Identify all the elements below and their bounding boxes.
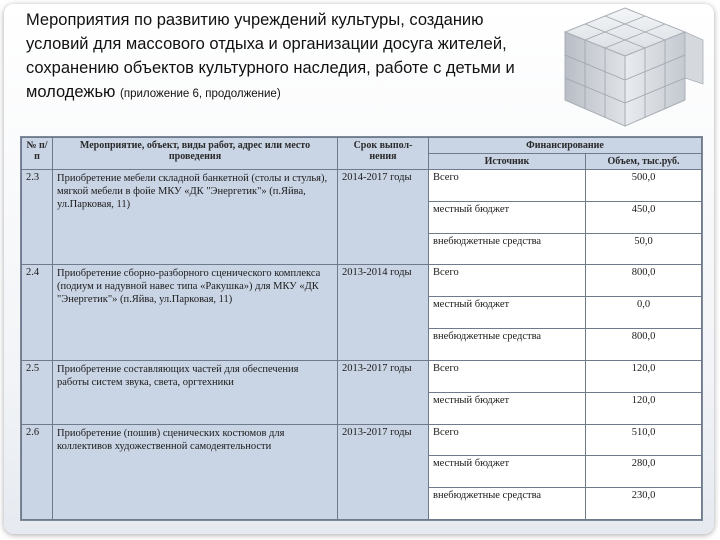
row-term: 2013-2017 годы	[338, 360, 429, 424]
row-volume: 280,0	[586, 456, 702, 488]
row-volume: 800,0	[586, 329, 702, 361]
row-source: Всего	[429, 360, 586, 392]
table-row	[22, 170, 702, 202]
slide-subtitle: (приложение 6, продолжение)	[120, 88, 281, 100]
table-row	[22, 424, 702, 456]
table-row	[22, 265, 702, 297]
row-number: 2.3	[22, 170, 53, 265]
row-number: 2.4	[22, 265, 53, 360]
slide-title	[26, 8, 546, 106]
row-volume: 230,0	[586, 488, 702, 520]
header-num: № п/п	[22, 138, 53, 170]
row-activity: Приобретение мебели складной банкетной (столы и стулья), мягкой мебели в фойе МКУ «ДК "Энергетик"» (п.Яйва, ул.Парковая, 11)	[53, 170, 338, 265]
row-source: внебюджетные средства	[429, 488, 586, 520]
header-volume: Объем, тыс.руб.	[586, 154, 702, 170]
table-row	[22, 360, 702, 392]
row-volume: 0,0	[586, 297, 702, 329]
row-source: Всего	[429, 170, 586, 202]
row-source: местный бюджет	[429, 456, 586, 488]
row-volume: 510,0	[586, 424, 702, 456]
row-volume: 800,0	[586, 265, 702, 297]
row-source: местный бюджет	[429, 201, 586, 233]
row-activity: Приобретение сборно-разборного сценического комплекса (подиум и надувной навес типа «Ракушка») для МКУ «ДК "Энергетик"» (п.Яйва, ул.Парковая, 11)	[53, 265, 338, 360]
row-activity: Приобретение составляющих частей для обеспечения работы систем звука, света, оргтехники	[53, 360, 338, 424]
row-source: местный бюджет	[429, 392, 586, 424]
header-term: Срок выпол-нения	[338, 138, 429, 170]
row-number: 2.6	[22, 424, 53, 520]
row-volume: 120,0	[586, 392, 702, 424]
row-number: 2.5	[22, 360, 53, 424]
row-activity: Приобретение (пошив) сценических костюмов для коллективов художественной самодеятельности	[53, 424, 338, 520]
row-source: внебюджетные средства	[429, 329, 586, 361]
row-source: Всего	[429, 424, 586, 456]
row-volume: 450,0	[586, 201, 702, 233]
slide-title-text: Мероприятия по развитию учреждений культуры, созданию условий для массового отдыха и организации досуга жителей, сохранению объектов культурного наследия, работе с детьми и молодежью	[26, 11, 515, 101]
row-source: внебюджетные средства	[429, 233, 586, 265]
row-volume: 500,0	[586, 170, 702, 202]
header-source: Источник	[429, 154, 586, 170]
row-term: 2014-2017 годы	[338, 170, 429, 265]
row-volume: 120,0	[586, 360, 702, 392]
row-term: 2013-2014 годы	[338, 265, 429, 360]
row-source: Всего	[429, 265, 586, 297]
cube-illustration	[535, 2, 715, 132]
row-source: местный бюджет	[429, 297, 586, 329]
row-term: 2013-2017 годы	[338, 424, 429, 520]
row-volume: 50,0	[586, 233, 702, 265]
header-activity: Мероприятие, объект, виды работ, адрес или место проведения	[53, 138, 338, 170]
financing-table	[20, 136, 703, 521]
header-financing: Финансирование	[429, 138, 702, 154]
